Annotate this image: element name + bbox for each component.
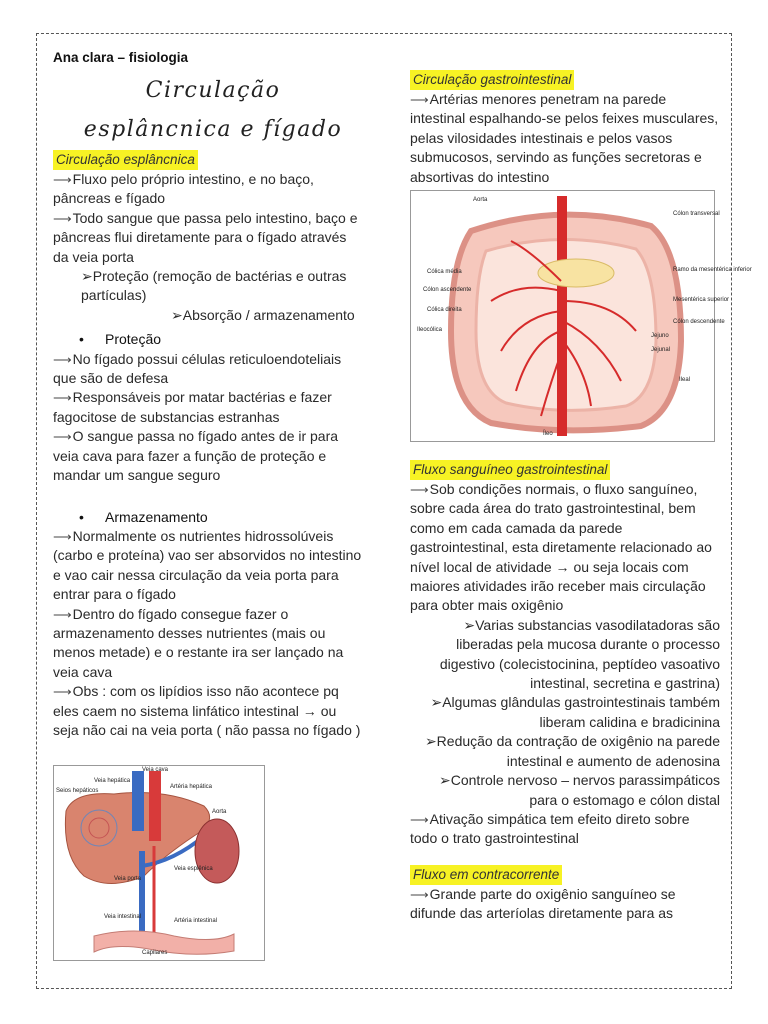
fig-label: Capilares [142,950,168,956]
fig-label: Veia esplênica [174,866,213,872]
fig-label: Ramo da mesentérica inferior [673,267,752,273]
fig-label: Jejuno [651,333,669,339]
liver-circulation-figure [53,765,265,961]
arrowhead-icon: ➢ [463,616,476,633]
fig-label: Mesentérica superior [673,297,730,303]
bullet-armazenamento [79,508,365,527]
page-title-line1: Circulação [145,78,281,103]
paragraph-text: ou seja não cai na veia porta ( não passa no fígado ) [53,702,361,738]
fig-label: Cólon transversal [673,211,720,217]
bullet-protecao [79,330,365,349]
fig-label: Veia porta [114,876,142,882]
gut-circulation-figure [410,190,752,442]
sub-point [410,616,720,694]
arrow-icon: ⟶ [53,210,70,226]
bullet-text: Armazenamento [105,508,208,525]
arrowhead-icon: ➢ [424,733,437,750]
paragraph-text: Artérias menores penetram na parede intestinal espalhando-se pelos feixes musculares, pelas vilosidades intestinais e pelos vasos submucosos, servindo as funções secretoras e absortivas do intestino [410,91,719,185]
sub-point [410,732,720,771]
bullet-text: Proteção [105,331,162,348]
paragraph-text: Normalmente os nutrientes hidrossolúveis (carbo e proteína) vao ser absorvidos no intestino e vao cair nessa circulação da veia porta para entrar para o fígado [53,527,362,603]
fig-label: Artéria intestinal [174,918,218,924]
fig-label: Aorta [212,809,227,815]
paragraph-text: Grande parte do oxigênio sanguíneo se difunde das arteríolas diretamente para as [410,885,676,922]
sub-point [171,306,365,325]
paragraph [53,427,365,485]
arrow-icon: ⟶ [53,390,70,406]
author-header: Ana clara – fisiologia [53,50,189,65]
right-column-bottom [410,460,720,924]
bullet-icon: • [79,508,84,525]
section-heading-esplancnica: Circulação esplâncnica [53,150,198,170]
sub-point [410,771,720,810]
section-heading-fluxo-sanguineo: Fluxo sanguíneo gastrointestinal [410,460,610,480]
paragraph-text: Ativação simpática tem efeito direto sobre todo o trato gastrointestinal [410,810,690,847]
paragraph-text: Dentro do fígado consegue fazer o armazenamento desses nutrientes (mais ou menos metade) e o restante ira ser lançado na veia cava [53,605,344,680]
paragraph [53,170,365,209]
arrow-icon: ⟶ [53,429,70,445]
arrow-icon: ⟶ [53,172,70,187]
sub-point [81,267,365,306]
liver-diagram [54,766,264,960]
right-arrow-icon: → [555,558,570,575]
arrow-icon: ⟶ [53,684,70,700]
paragraph-text: Fluxo pelo próprio intestino, e no baço, pâncreas e fígado [53,171,314,207]
section-heading-contracorrente: Fluxo em contracorrente [410,865,562,885]
fig-label: Íleo [543,431,553,437]
right-column-top [410,70,720,187]
paragraph [410,90,720,187]
paragraph-text: Responsáveis por matar bactérias e fazer fagocitose de substancias estranhas [53,389,332,425]
arrow-icon: ⟶ [410,811,427,827]
fig-label: Veia hepática [94,778,131,784]
paragraph [53,605,365,683]
fig-label: Artéria hepática [170,784,213,790]
paragraph [53,388,365,427]
fig-label: Seios hepáticos [56,788,99,794]
paragraph-text: Todo sangue que passa pelo intestino, baço e pâncreas flui diretamente para o fígado através da veia porta [53,209,358,265]
left-column [53,150,365,740]
fig-label: Cólica direita [427,307,462,313]
paragraph [410,480,720,616]
paragraph [53,350,365,389]
paragraph-text: ou seja locais com maiores atividades irão receber mais circulação para obter mais oxigênio [410,558,706,614]
sub-point [410,693,720,732]
gut-diagram [411,191,714,441]
fig-label: Aorta [473,197,488,203]
arrow-icon: ⟶ [53,528,70,544]
fig-label: Jejunal [651,347,671,353]
sub-point-text: Algumas glândulas gastrointestinais também liberam calidina e bradicinina [442,694,720,730]
fig-label: Veia intestinal [104,914,142,920]
sub-point-text: Redução da contração de oxigênio na parede intestinal e aumento de adenosina [436,733,720,769]
paragraph [410,885,720,924]
paragraph-text: Obs : com os lipídios isso não acontece pq eles caem no sistema linfático intestinal [53,683,339,719]
sub-point-text: Controle nervoso – nervos parassimpáticos para o estomago e cólon distal [450,772,720,808]
arrow-icon: ⟶ [410,92,427,107]
arrowhead-icon: ➢ [439,772,451,789]
page-title-line2: esplâncnica e fígado [83,117,343,142]
sub-point-text: Absorção / armazenamento [182,306,355,323]
section-heading-gastrointestinal: Circulação gastrointestinal [410,70,574,90]
paragraph-text: Sob condições normais, o fluxo sanguíneo, sobre cada área do trato gastrointestinal, bem como em cada camada da parede gastrointestinal, esta diretamente relacionado ao nível local de atividade [410,481,712,575]
paragraph-text: No fígado possui células reticuloendoteliais que são de defesa [53,350,342,387]
arrow-icon: ⟶ [410,482,427,497]
fig-label: Ileal [679,377,691,383]
arrowhead-icon: ➢ [171,306,183,323]
fig-label: Cólon ascendente [423,287,472,293]
fig-label: Cólon descendente [673,319,725,325]
arrowhead-icon: ➢ [81,268,93,285]
paragraph [53,209,365,267]
fig-label: Veia cava [142,767,169,773]
paragraph [53,682,365,740]
arrow-icon: ⟶ [53,606,70,622]
paragraph [410,810,720,849]
fig-label: Cólica média [427,269,462,275]
right-arrow-icon: → [302,702,317,719]
paragraph-text: O sangue passa no fígado antes de ir para veia cava para fazer a função de proteção e mandar um sangue seguro [53,428,339,484]
arrow-icon: ⟶ [53,351,70,367]
sub-point-text: Proteção (remoção de bactérias e outras partículas) [81,268,347,304]
arrow-icon: ⟶ [410,886,427,902]
sub-point-text: Varias substancias vasodilatadoras são liberadas pela mucosa durante o processo digestivo (colecistocinina, peptídeo vasoativo intestinal, secretina e gastrina) [439,616,720,692]
arrowhead-icon: ➢ [430,694,443,711]
bullet-icon: • [79,331,84,348]
fig-label: Ileocólica [417,327,443,333]
paragraph [53,527,365,605]
